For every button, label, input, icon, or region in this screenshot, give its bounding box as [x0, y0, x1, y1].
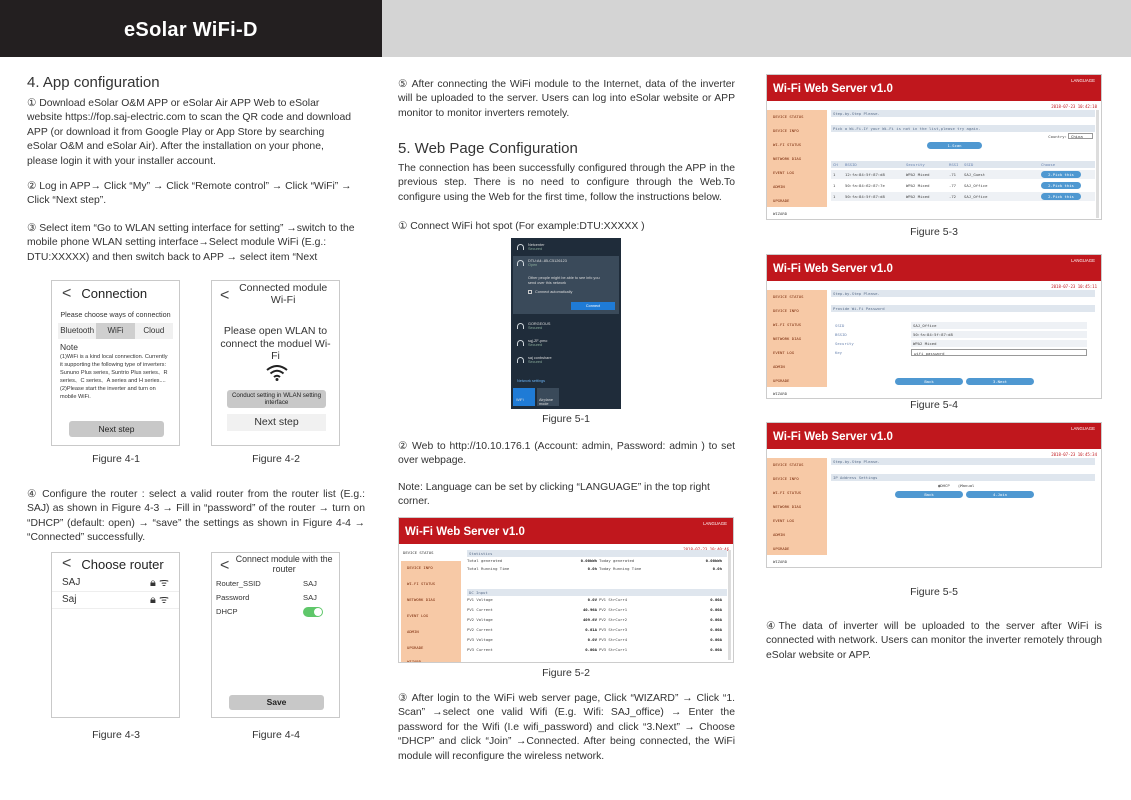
- network-settings-link[interactable]: Network settings: [517, 379, 546, 383]
- header-bar-grey: [382, 0, 1131, 57]
- note-label: Note: [60, 342, 78, 352]
- sidebar-menu: [401, 561, 461, 662]
- caption-4-2: Figure 4-2: [252, 453, 300, 465]
- back-button[interactable]: Back: [895, 491, 963, 498]
- table-cell: WPA2 Mixed: [906, 172, 930, 177]
- stat-value: 0.00kWh: [705, 558, 722, 563]
- menu-upgrade[interactable]: UPGRADE: [773, 546, 790, 551]
- web-title: Wi-Fi Web Server v1.0: [773, 431, 893, 443]
- section-4-heading: 4. App configuration: [27, 74, 160, 91]
- lock-wifi-icon: 🔒︎ ᯤ: [150, 577, 169, 589]
- network-status: Open: [528, 263, 538, 267]
- menu-upgrade[interactable]: UPGRADE: [773, 378, 790, 383]
- network-name[interactable]: Netcenter: [528, 243, 545, 247]
- stat-value: 0.00kWh: [580, 558, 597, 563]
- dc-value: 409.6V: [582, 617, 597, 622]
- section-5-intro: The connection has been successfully configured through the APP in the previous step. There is no need to configure through the Web.To configure using the Web for the first time, follow the instructions below.: [398, 163, 735, 203]
- menu-wifi-status[interactable]: WI-FI STATUS: [407, 581, 436, 586]
- dc-value: 0.00A: [710, 637, 722, 642]
- wifi-icon: [266, 365, 288, 381]
- dc-label: PV3 Voltage: [467, 637, 493, 642]
- wifi-icon: [517, 340, 524, 346]
- table-cell: -77: [949, 183, 957, 188]
- country-select[interactable]: China: [1068, 133, 1093, 139]
- caption-4-1: Figure 4-1: [92, 453, 140, 465]
- timestamp: 2018-07-23 10:42:10: [1051, 104, 1097, 109]
- menu-wizard[interactable]: WIZARD: [773, 391, 788, 396]
- table-cell: SAJ_Office: [964, 194, 988, 199]
- router-name: Saj: [62, 594, 77, 605]
- network-status: Secured: [528, 247, 543, 251]
- web-title: Wi-Fi Web Server v1.0: [405, 526, 525, 538]
- stats-panel: [467, 550, 727, 662]
- timestamp: 2018-07-23 10:45:11: [1051, 284, 1097, 289]
- screen-title: Choose router: [81, 556, 164, 572]
- back-chevron-icon[interactable]: <: [220, 287, 230, 304]
- web-step-4: ④The data of inverter will be uploaded to the server after WiFi is connected with network. Users can monitor the inverter remotely through eSolar website or APP.: [766, 621, 1102, 661]
- fig-4-1-phone: [51, 280, 180, 446]
- scrollbar[interactable]: [1096, 110, 1099, 218]
- menu-admin[interactable]: ADMIN: [407, 629, 419, 634]
- save-button[interactable]: Save: [229, 695, 324, 710]
- router-row[interactable]: [52, 592, 179, 609]
- field-label: Key: [835, 350, 843, 355]
- menu-event-log[interactable]: EVENT LOG: [773, 518, 795, 523]
- table-header: SSID: [964, 162, 974, 167]
- fig-4-3-phone: [51, 552, 180, 718]
- field-value[interactable]: wifi_password: [911, 349, 1087, 356]
- scrollbar[interactable]: [728, 550, 731, 660]
- stat-label: Today Running Time: [599, 566, 642, 571]
- fig-5-1-wifi-popup: [511, 238, 621, 409]
- dc-label: PV3 Current: [467, 647, 493, 652]
- step-4-text: ④ Configure the router : select a valid router from the router list (E.g.: SAJ) as shown in Figure 4-3 → Fill in “password” of the router → turn on “DHCP” (default: open) → “save” the settings as shown in Figure 4-4 → “Connected” successfully.: [27, 489, 365, 544]
- dc-value: 0.00A: [585, 647, 597, 652]
- table-cell: 1: [833, 183, 836, 188]
- network-table-header: [831, 161, 1095, 168]
- step-3-text: ③ Select item “Go to WLAN setting interface for setting” →switch to the mobile phone WLAN setting interface→Select module WiFi (E.g.: DTU:XXXXX) and then switch back to APP → select item “Next: [27, 223, 355, 263]
- screen-title: Connected module Wi-Fi: [239, 282, 328, 306]
- menu-network-diag[interactable]: NETWORK DIAG: [407, 597, 436, 602]
- dc-label: PV2 Voltage: [467, 617, 493, 622]
- wlan-message: Please open WLAN to connect the moduel Wi-Fi: [220, 325, 331, 362]
- join-button[interactable]: 4.Join: [966, 491, 1034, 498]
- dc-label: PV1 Current: [467, 607, 493, 612]
- step-bar: Step-by-Step Please.: [831, 110, 1095, 117]
- field-label: Password: [216, 593, 250, 602]
- menu-device-status[interactable]: DEVICE STATUS: [403, 550, 434, 555]
- language-button[interactable]: LANGUAGE: [703, 521, 727, 526]
- menu-wifi-status[interactable]: WI-FI STATUS: [773, 142, 802, 147]
- dc-label: PV2 Current: [467, 627, 493, 632]
- menu-network-diag[interactable]: NETWORK DIAG: [773, 156, 802, 161]
- dc-label: PV2 StrCurr2: [599, 617, 628, 622]
- dc-value: 0.01A: [585, 627, 597, 632]
- language-note: Note: Language can be set by clicking “LANGUAGE” in the top right corner.: [398, 482, 710, 508]
- doc-title: eSolar WiFi-D: [124, 19, 258, 41]
- sidebar-menu: [767, 290, 827, 387]
- field-value: SAJ_Office: [911, 322, 1087, 329]
- fig-5-3-web-server: [766, 74, 1102, 220]
- screen-title: Connect module with the router: [235, 554, 333, 574]
- network-status: Secured: [528, 360, 543, 364]
- fig-5-4-web-server: [766, 254, 1102, 399]
- caption-5-5: Figure 5-5: [910, 586, 958, 598]
- dc-label: PV3 StrCurr3: [599, 627, 628, 632]
- menu-admin[interactable]: ADMIN: [773, 184, 785, 189]
- field-label: SSID: [835, 323, 845, 328]
- stat-value: 0.0h: [587, 566, 597, 571]
- dc-value: 0.00A: [710, 597, 722, 602]
- step-bar: Step-by-Step Please.: [831, 458, 1095, 465]
- wifi-icon: [517, 357, 524, 363]
- country-label: Country:: [1048, 134, 1067, 139]
- wizard-panel: [831, 290, 1095, 398]
- network-name[interactable]: GORGEOUS: [528, 322, 551, 326]
- menu-network-diag[interactable]: NETWORK DIAG: [773, 336, 802, 341]
- field-row: [212, 605, 339, 619]
- table-cell: 50:fa:84:5f:87:d8: [845, 194, 885, 199]
- table-header: Security: [906, 162, 925, 167]
- caption-4-3: Figure 4-3: [92, 729, 140, 741]
- menu-device-status[interactable]: DEVICE STATUS: [773, 294, 804, 299]
- wlan-settings-button[interactable]: Conduct setting in WLAN setting interface: [227, 390, 326, 408]
- table-cell: 50:fa:84:62:87:7e: [845, 183, 885, 188]
- wizard-panel: [831, 458, 1095, 567]
- dc-value: 0.00A: [710, 607, 722, 612]
- table-cell: SAJ_Office: [964, 183, 988, 188]
- menu-admin[interactable]: ADMIN: [773, 364, 785, 369]
- auto-connect-label: Connect automatically: [535, 290, 573, 294]
- dc-label: PV2 StrCurr1: [599, 607, 628, 612]
- security-warning: Other people might be able to see info you send over this network: [528, 276, 600, 285]
- menu-device-status[interactable]: DEVICE STATUS: [773, 462, 804, 467]
- field-value[interactable]: SAJ: [303, 593, 317, 602]
- next-step-button[interactable]: Next step: [69, 421, 164, 437]
- network-name[interactable]: saj conbshare: [528, 356, 552, 360]
- field-label: Security: [835, 341, 854, 346]
- lock-wifi-icon: 🔒︎ ᯤ: [150, 594, 169, 606]
- stat-value: 0.0h: [712, 566, 722, 571]
- network-status: Secured: [528, 326, 543, 330]
- connect-button[interactable]: Connect: [571, 302, 615, 310]
- step-5-text: ⑤ After connecting the WiFi module to the Internet, data of the inverter will be uploaded to the server. Users can log into eSolar website or APP monitor to monitor inverters remotely.: [398, 79, 735, 119]
- router-row[interactable]: [52, 575, 179, 592]
- pick-bar: Pick a Wi-Fi.If your Wi-Fi is not in the list,please try again.: [831, 125, 1095, 132]
- back-chevron-icon[interactable]: <: [62, 284, 72, 302]
- dhcp-toggle[interactable]: [303, 607, 323, 617]
- network-name[interactable]: DTU:A4:-85-C5126123: [528, 259, 567, 263]
- pick-this-button[interactable]: 2.Pick this: [1041, 193, 1081, 200]
- step-2-text: ② Log in APP→ Click “My” → Click “Remote control” → Click “WiFi” → Click “Next step”.: [27, 181, 352, 207]
- table-cell: 1: [833, 172, 836, 177]
- menu-device-info[interactable]: DEVICE INFO: [773, 476, 799, 481]
- caption-5-1: Figure 5-1: [542, 413, 590, 425]
- subtitle: Please choose ways of connection: [60, 310, 171, 319]
- table-cell: WPA2 Mixed: [906, 194, 930, 199]
- pick-this-button[interactable]: 2.Pick this: [1041, 171, 1081, 178]
- stat-label: Total generated: [467, 558, 503, 563]
- back-button[interactable]: Back: [895, 378, 963, 385]
- menu-upgrade[interactable]: UPGRADE: [773, 198, 790, 203]
- dc-value: 0.00A: [710, 647, 722, 652]
- field-value: WPA2 Mixed: [911, 340, 1087, 347]
- step-bar: Step-by-Step Please.: [831, 290, 1095, 297]
- wifi-tile[interactable]: WiFi: [513, 388, 535, 406]
- caption-5-4: Figure 5-4: [910, 399, 958, 411]
- back-chevron-icon[interactable]: <: [62, 555, 72, 572]
- wifi-icon: [517, 260, 524, 266]
- menu-device-info[interactable]: DEVICE INFO: [773, 308, 799, 313]
- statistics-bar: Statistics: [467, 550, 727, 557]
- provide-password-bar: Provide Wi-Fi Password: [831, 305, 1095, 312]
- dc-input-bar: DC Input: [467, 589, 727, 596]
- router-name: SAJ: [62, 577, 81, 588]
- stat-label: Today generated: [599, 558, 635, 563]
- tab-cloud[interactable]: Cloud: [143, 326, 165, 335]
- manual-radio[interactable]: ○Manual: [958, 483, 975, 488]
- menu-wizard[interactable]: WIZARD: [407, 659, 422, 663]
- field-label: BSSID: [835, 332, 847, 337]
- caption-4-4: Figure 4-4: [252, 729, 300, 741]
- ip-settings-bar: IP Address Settings: [831, 474, 1095, 481]
- web-title: Wi-Fi Web Server v1.0: [773, 83, 893, 95]
- table-header: RSSI: [949, 162, 959, 167]
- menu-admin[interactable]: ADMIN: [773, 532, 785, 537]
- menu-wifi-status[interactable]: WI-FI STATUS: [773, 490, 802, 495]
- field-label: Router_SSID: [216, 579, 261, 588]
- menu-wizard[interactable]: WIZARD: [773, 559, 788, 564]
- next-step-button[interactable]: Next step: [227, 414, 326, 431]
- wifi-icon: [517, 323, 524, 329]
- table-cell: -72: [949, 194, 957, 199]
- table-header: CH: [833, 162, 838, 167]
- language-button[interactable]: LANGUAGE: [1071, 78, 1095, 83]
- web-step-3: ③ After login to the WiFi web server page, Click “WIZARD” → Click “1. Scan” →select one valid Wifi (E.g. Wifi: SAJ_office) → Enter the password for the Wifi (I.e wifi_password) and click “3.Next” → Choose “DHCP” and click “Join” →Connected. After being connected, the WiFi module will reconfigure the wireless network.: [398, 693, 735, 762]
- airplane-tile[interactable]: Airplane mode: [537, 388, 559, 406]
- menu-event-log[interactable]: EVENT LOG: [407, 613, 429, 618]
- dc-value: 0.00A: [710, 617, 722, 622]
- section-5-heading: 5. Web Page Configuration: [398, 140, 578, 157]
- checkbox[interactable]: [528, 290, 532, 294]
- sidebar-menu: [767, 458, 827, 555]
- table-cell: -71: [949, 172, 957, 177]
- dc-value: 0.00A: [710, 627, 722, 632]
- menu-device-status[interactable]: DEVICE STATUS: [773, 114, 804, 119]
- stat-label: Total Running Time: [467, 566, 510, 571]
- dhcp-radio[interactable]: ◉DHCP: [938, 483, 950, 488]
- table-header: BSSID: [845, 162, 857, 167]
- connection-tabs: [58, 323, 173, 339]
- menu-network-diag[interactable]: NETWORK DIAG: [773, 504, 802, 509]
- menu-upgrade[interactable]: UPGRADE: [407, 645, 424, 650]
- fig-5-2-web-server: [398, 517, 734, 663]
- field-row: [212, 591, 339, 605]
- web-step-2: ② Web to http://10.10.176.1 (Account: admin, Password: admin ) to set over webpage.: [398, 441, 735, 467]
- menu-wizard[interactable]: WIZARD: [773, 211, 788, 216]
- dc-value: 40.96A: [582, 607, 597, 612]
- fig-4-4-phone: [211, 552, 340, 718]
- timestamp: 2018-07-23 10:45:34: [1051, 452, 1097, 457]
- caption-5-3: Figure 5-3: [910, 226, 958, 238]
- next-button[interactable]: 3.Next: [966, 378, 1034, 385]
- step-1-text: ① Download eSolar O&M APP or eSolar Air APP Web to eSolar website https://fop.saj-electric.com to scan the QR code and download APP (or download it from Google Play or App Store by searching eSolar O&M and eSolar Air). After the installation on your phone, please login it with your installer account.: [27, 98, 352, 167]
- language-button[interactable]: LANGUAGE: [1071, 258, 1095, 263]
- pick-this-button[interactable]: 2.Pick this: [1041, 182, 1081, 189]
- network-name[interactable]: sqj-ZF-pmo: [528, 339, 548, 343]
- menu-event-log[interactable]: EVENT LOG: [773, 170, 795, 175]
- field-value[interactable]: SAJ: [303, 579, 317, 588]
- field-value: 50:fa:84:5f:87:d8: [911, 331, 1087, 338]
- sidebar-menu: [767, 110, 827, 207]
- note-body: (1)WiFi is a kind local connection. Currently it supporting the following type of inverters: Sununo Plus series, Suntrio Plus series、R series、C series、A series and H series.... (2)Please start the inverter and turn on mobile WiFi.: [60, 354, 168, 400]
- fig-5-5-web-server: [766, 422, 1102, 568]
- network-status: Secured: [528, 343, 543, 347]
- language-button[interactable]: LANGUAGE: [1071, 426, 1095, 431]
- table-cell: SAJ_Guest: [964, 172, 986, 177]
- table-cell: 12:fa:84:5f:87:d8: [845, 172, 885, 177]
- tab-bluetooth[interactable]: Bluetooth: [60, 326, 95, 335]
- menu-event-log[interactable]: EVENT LOG: [773, 350, 795, 355]
- field-label: DHCP: [216, 607, 238, 616]
- menu-device-info[interactable]: DEVICE INFO: [407, 565, 433, 570]
- screen-title: Connection: [81, 286, 148, 301]
- dc-label: PV3 StrCurr1: [599, 647, 628, 652]
- caption-5-2: Figure 5-2: [542, 667, 590, 679]
- wizard-panel: [831, 110, 1095, 219]
- dc-value: 0.0V: [587, 597, 597, 602]
- dc-label: PV1 Voltage: [467, 597, 493, 602]
- wifi-icon: [517, 244, 524, 250]
- tab-wifi[interactable]: WiFi: [96, 323, 134, 339]
- menu-device-info[interactable]: DEVICE INFO: [773, 128, 799, 133]
- table-cell: WPA2 Mixed: [906, 183, 930, 188]
- dc-value: 0.0V: [587, 637, 597, 642]
- web-step-1: ① Connect WiFi hot spot (For example:DTU:XXXXX ): [398, 221, 645, 232]
- table-cell: 1: [833, 194, 836, 199]
- fig-4-2-phone: [211, 280, 340, 446]
- back-chevron-icon[interactable]: <: [220, 557, 230, 574]
- field-row: [212, 577, 339, 591]
- web-title: Wi-Fi Web Server v1.0: [773, 263, 893, 275]
- dc-label: PV1 StrCurr4: [599, 597, 628, 602]
- menu-wifi-status[interactable]: WI-FI STATUS: [773, 322, 802, 327]
- scan-button[interactable]: 1.Scan: [927, 142, 982, 149]
- dc-label: PV3 StrCurr4: [599, 637, 628, 642]
- table-header: Choose: [1041, 162, 1056, 167]
